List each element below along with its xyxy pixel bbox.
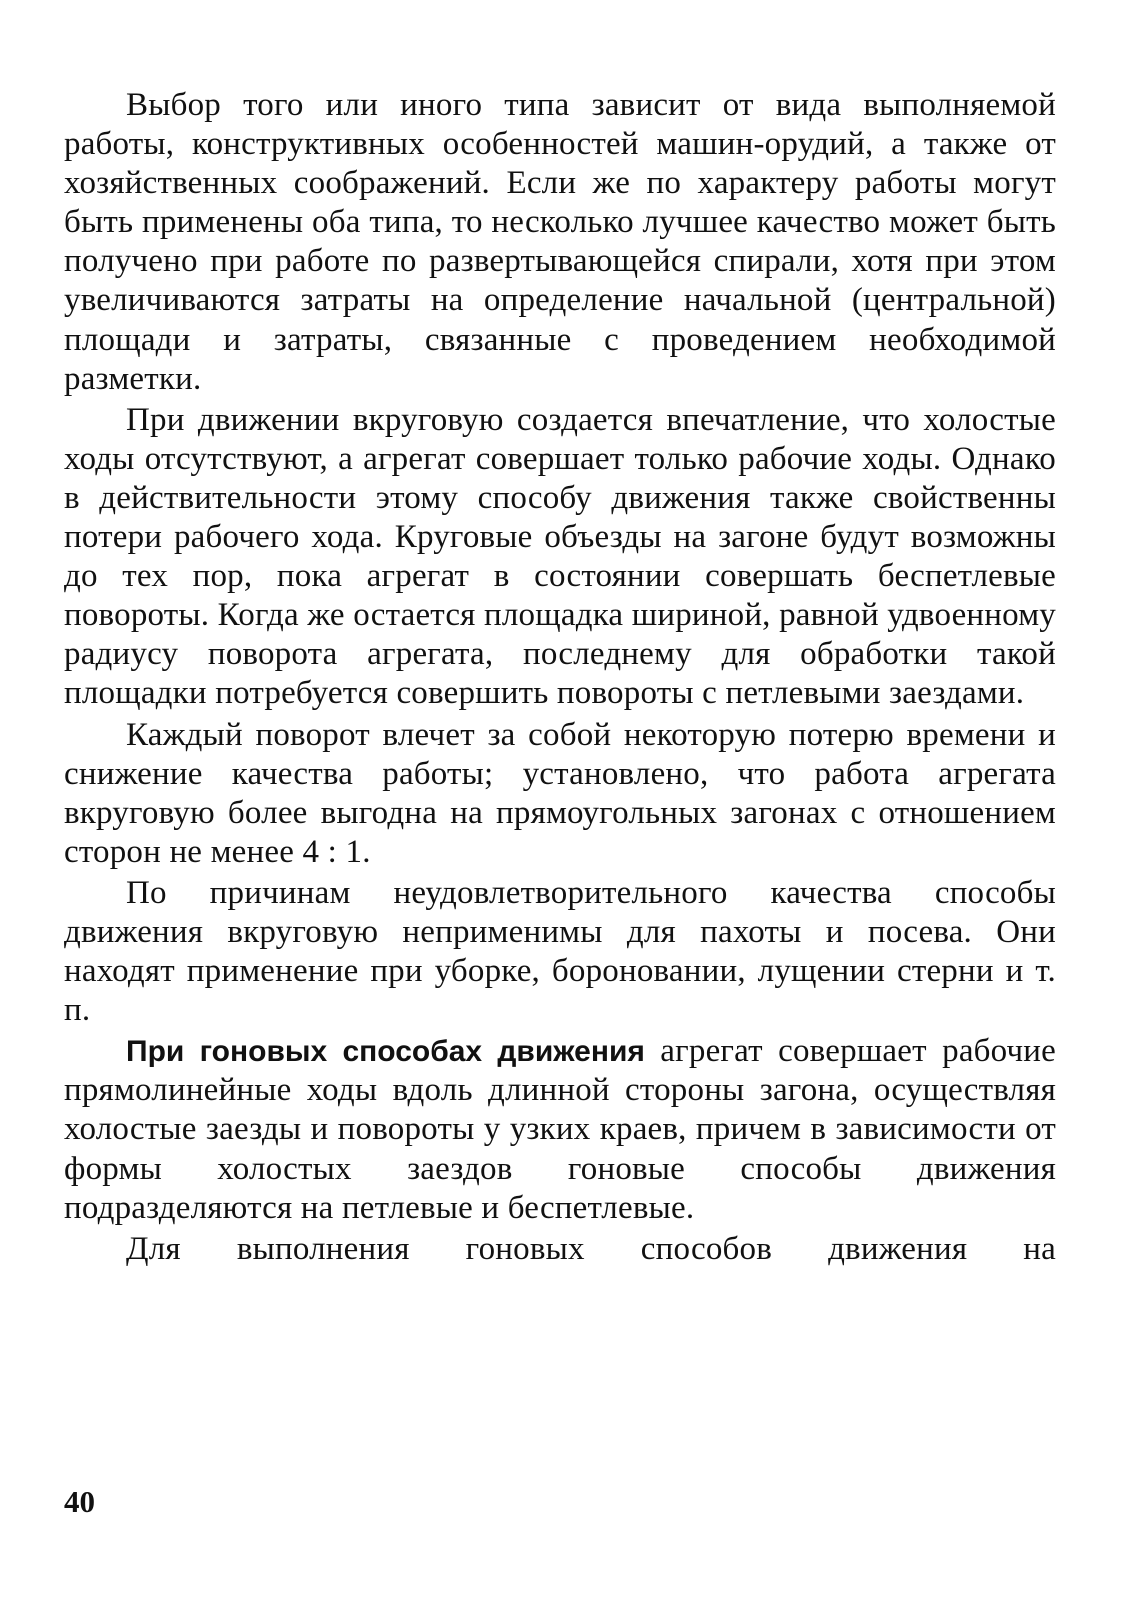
- paragraph-turn-losses: Каждый поворот влечет за собой некоторую потерю времени и снижение качества работы; установлено, что работа агрегата вкруговую более выгодна на прямоугольных загонах с отношением сторон не менее 4 : 1.: [64, 716, 1056, 870]
- paragraph-continuation: Для выполнения гоновых способов движения на: [126, 1230, 1056, 1267]
- paragraph-shuttle-methods: [64, 1032, 1056, 1227]
- body-text: [64, 86, 1056, 1269]
- paragraph-applicability: По причинам неудовлетворительного качества способы движения вкруговую неприменимы для пахоты и посева. Они находят применение при уборке, бороновании, лущении стерни и т. п.: [64, 874, 1056, 1029]
- paragraph-spiral-choice: Выбор того или иного типа зависит от вида выполняемой работы, конструктивных особенностей машин-орудий, а также от хозяйственных соображений. Если же по характеру работы могут быть применены оба типа, то несколько лучшее качество может быть получено при работе по развертывающейся спирали, хотя при этом увеличиваются затраты на определение начальной (центральной) площади и затраты, связанные с проведением необходимой разметки.: [64, 87, 1056, 397]
- page-number: 40: [64, 1484, 95, 1519]
- paragraph-circular-motion: При движении вкруговую создается впечатление, что холостые ходы отсутствуют, а агрегат совершает только рабочие ходы. Однако в действительности этому способу движения также свойственны потери рабочего хода. Круговые объезды на загоне будут возможны до тех пор, пока агрегат в состоянии совершать беспетлевые повороты. Когда же остается площадка шириной, равной удвоенному радиусу поворота агрегата, последнему для обработки такой площадки потребуется совершить повороты с петлевыми заездами.: [64, 401, 1056, 712]
- paragraph-shuttle-methods-text: агрегат совершает рабочие прямолинейные ходы вдоль длинной стороны загона, осуществляя холостые заезды и повороты у узких краев, причем в зависимости от формы холостых заездов гоновые способы движения подразделяются на петлевые и беспетлевые.: [64, 1033, 1057, 1226]
- bold-term: При гоновых способах движения: [126, 1035, 645, 1069]
